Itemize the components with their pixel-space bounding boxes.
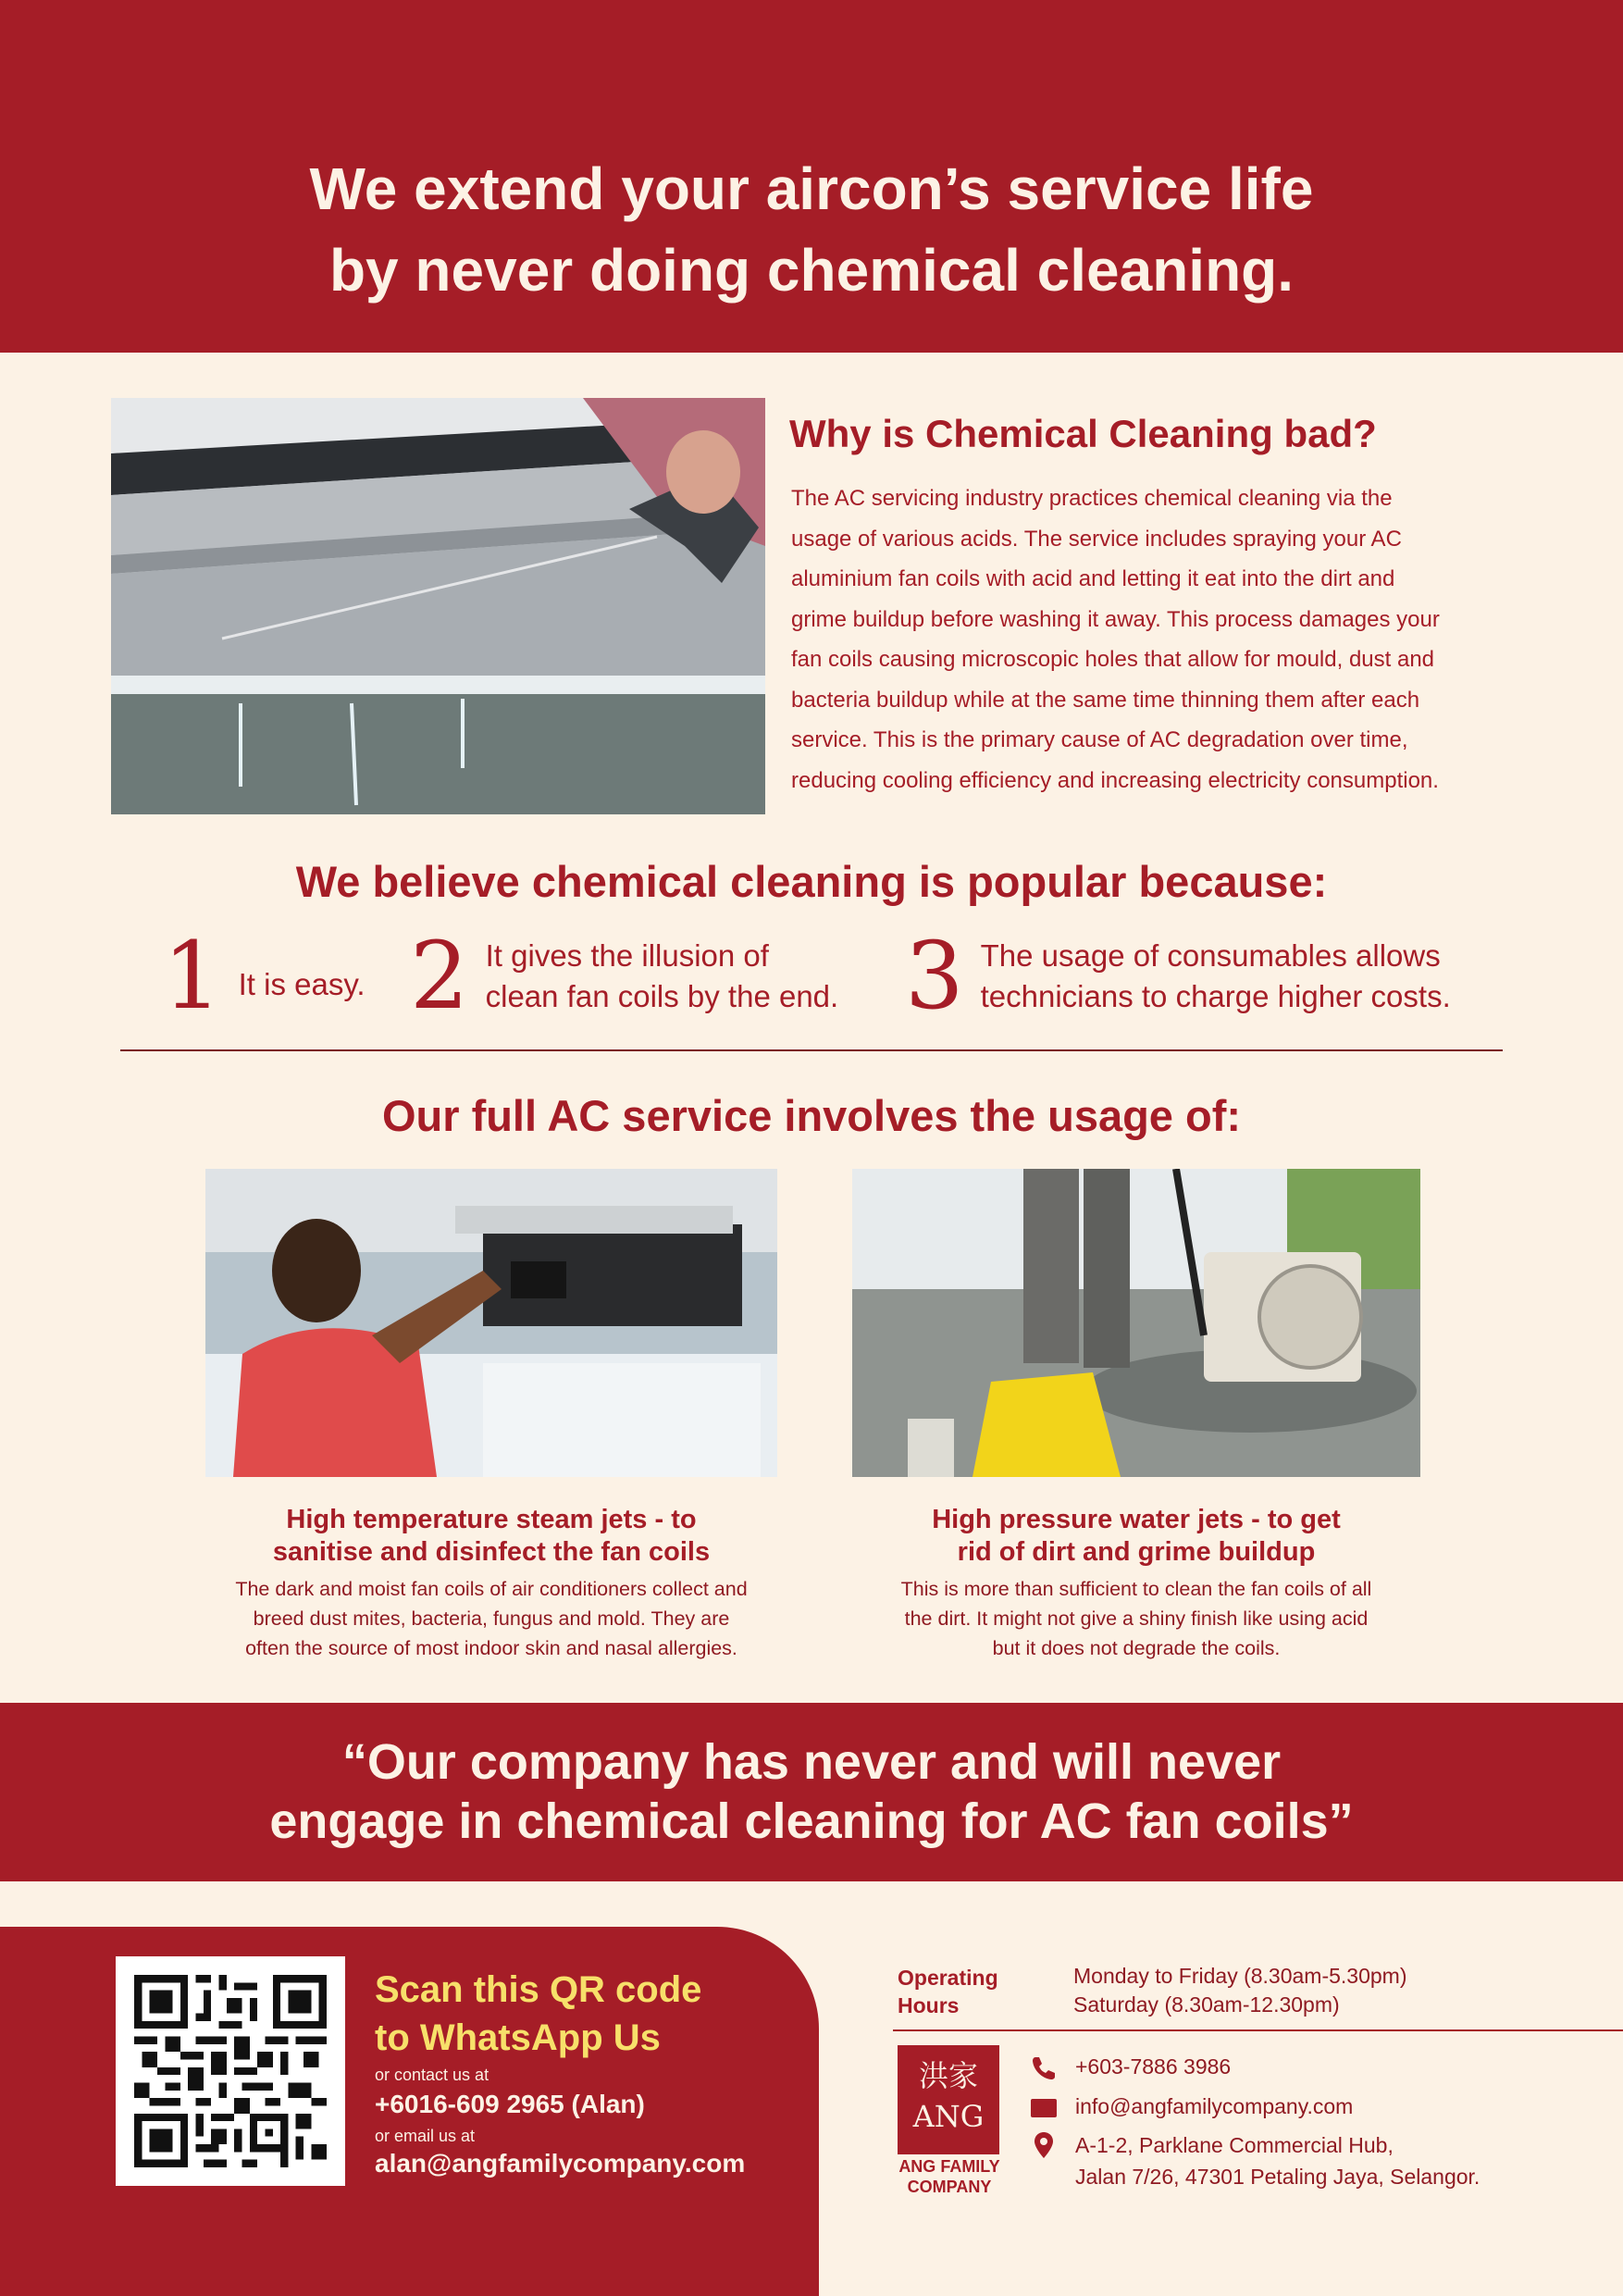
why-line: service. This is the primary cause of AC degradation over time, <box>791 727 1408 752</box>
service-2-body <box>833 1574 1440 1663</box>
reason-number: 2 <box>410 922 469 1030</box>
reason-text-line: It is easy. <box>238 967 365 1001</box>
service-1-body <box>185 1574 798 1663</box>
reason-number: 1 <box>163 922 222 1030</box>
company-name <box>890 2156 1009 2197</box>
photo-water-jets <box>852 1169 1420 1477</box>
mail-icon <box>1029 2093 1059 2123</box>
service-1-title-line: High temperature steam jets - to <box>286 1505 697 1534</box>
logo-ang-text: ANG <box>912 2099 985 2134</box>
service-title: Our full AC service involves the usage of: <box>381 1091 1242 1140</box>
service-2-body-line: but it does not degrade the coils. <box>992 1637 1281 1659</box>
section-divider <box>120 1049 1503 1051</box>
why-line: fan coils causing microscopic holes that allow for mould, dust and <box>791 647 1435 672</box>
photo-steam-jets <box>205 1169 777 1477</box>
service-2-title-line: rid of dirt and grime buildup <box>957 1537 1316 1567</box>
service-1-title <box>205 1504 777 1569</box>
hours-saturday: Saturday (8.30am-12.30pm) <box>1073 1992 1340 2017</box>
service-1-title-line: sanitise and disinfect the fan coils <box>272 1537 711 1567</box>
reason-text-line: technicians to charge higher costs. <box>980 979 1451 1013</box>
whatsapp-qr-code[interactable] <box>116 1956 345 2186</box>
service-2-body-line: the dirt. It might not give a shiny finish like using acid <box>904 1607 1369 1630</box>
reason-text-line: The usage of consumables allows <box>980 938 1441 973</box>
photo-chemical-spraying <box>111 398 765 814</box>
contact-label: or contact us at <box>375 2066 489 2084</box>
scan-qr-heading <box>375 1966 701 2062</box>
quote-line: engage in chemical cleaning for AC fan coils” <box>269 1793 1354 1849</box>
qr-code-icon <box>134 1975 327 2167</box>
headline <box>0 148 1623 311</box>
service-1-body-line: often the source of most indoor skin and nasal allergies. <box>245 1637 737 1659</box>
phone-icon <box>1029 2054 1059 2083</box>
hours-divider <box>893 2029 1623 2031</box>
reason-text <box>981 936 1451 1017</box>
reason-text <box>486 936 839 1017</box>
address-line: A-1-2, Parklane Commercial Hub, <box>1075 2133 1394 2157</box>
reason-number: 3 <box>905 922 964 1030</box>
service-2-title-line: High pressure water jets - to get <box>932 1505 1341 1534</box>
operating-hours-label <box>898 1964 998 2019</box>
why-line: aluminium fan coils with acid and letting it eat into the dirt and <box>791 566 1395 591</box>
company-address <box>1075 2129 1480 2192</box>
popular-title: We believe chemical cleaning is popular because: <box>295 857 1328 906</box>
service-2-title <box>852 1504 1420 1569</box>
company-name-line: ANG FAMILY <box>898 2157 1000 2176</box>
alan-email-link[interactable]: alan@angfamilycompany.com <box>375 2149 746 2178</box>
reason-text-line: It gives the illusion of <box>485 938 769 973</box>
whatsapp-phone-link[interactable]: +6016-609 2965 (Alan) <box>375 2090 645 2118</box>
email-label: or email us at <box>375 2127 476 2145</box>
quote-line: “Our company has never and will never <box>341 1734 1282 1790</box>
reason-3 <box>905 922 1451 1030</box>
service-1-body-line: breed dust mites, bacteria, fungus and mold. They are <box>253 1607 730 1630</box>
why-line: The AC servicing industry practices chemical cleaning via the <box>791 486 1393 511</box>
company-name-line: COMPANY <box>907 2178 992 2196</box>
why-body <box>791 478 1513 800</box>
company-email-link[interactable]: info@angfamilycompany.com <box>1075 2094 1354 2118</box>
service-2-body-line: This is more than sufficient to clean the fan coils of all <box>900 1578 1372 1600</box>
company-logo <box>898 2045 999 2154</box>
scan-line: to WhatsApp Us <box>375 2017 661 2058</box>
why-line: reducing cooling efficiency and increasing electricity consumption. <box>791 767 1439 793</box>
company-phone-link[interactable]: +603-7886 3986 <box>1075 2054 1232 2079</box>
why-line: usage of various acids. The service includes spraying your AC <box>791 526 1402 552</box>
reason-text-line: clean fan coils by the end. <box>485 979 839 1013</box>
service-1-body-line: The dark and moist fan coils of air conditioners collect and <box>235 1578 748 1600</box>
why-title: Why is Chemical Cleaning bad? <box>789 412 1377 455</box>
why-line: grime buildup before washing it away. This process damages your <box>791 606 1440 632</box>
scan-line: Scan this QR code <box>375 1969 702 2010</box>
reason-2 <box>410 922 839 1030</box>
hours-weekday: Monday to Friday (8.30am-5.30pm) <box>1073 1964 1407 1988</box>
hours-label-line: Hours <box>898 1993 960 2017</box>
hours-label-line: Operating <box>898 1966 998 1990</box>
company-quote <box>0 1732 1623 1851</box>
reason-1 <box>163 922 365 1030</box>
location-pin-icon <box>1029 2130 1059 2160</box>
headline-line-2: by never doing chemical cleaning. <box>328 237 1295 304</box>
address-line: Jalan 7/26, 47301 Petaling Jaya, Selangor. <box>1075 2165 1481 2189</box>
logo-chinese-text: 洪家 <box>918 2058 978 2093</box>
headline-line-1: We extend your aircon’s service life <box>309 155 1314 222</box>
why-line: bacteria buildup while at the same time thinning them after each <box>791 687 1420 713</box>
reason-text <box>239 948 365 1005</box>
